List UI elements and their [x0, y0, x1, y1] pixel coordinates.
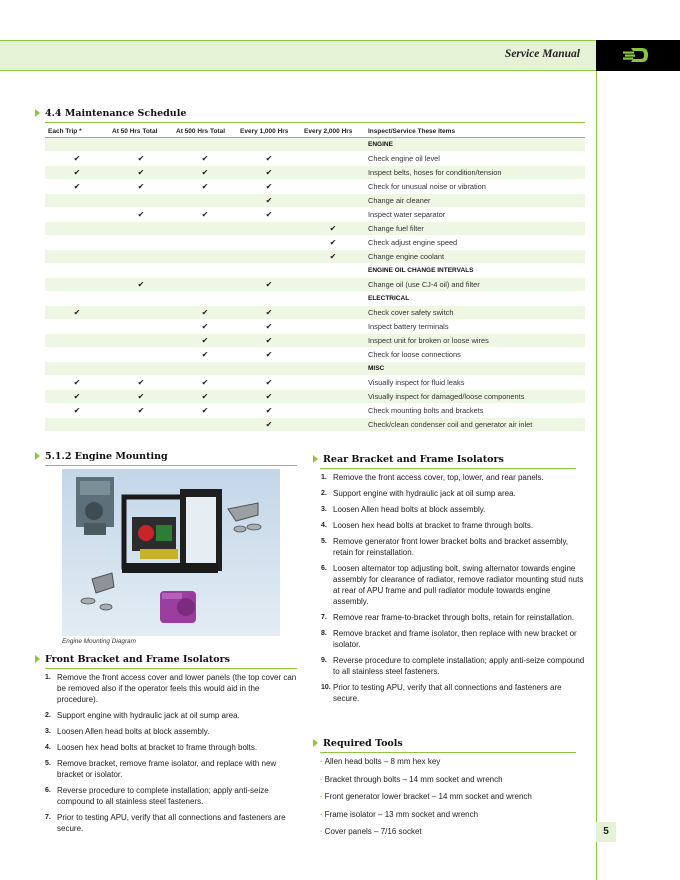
list-item	[45, 785, 300, 807]
rear-bracket-title: Rear Bracket and Frame Isolators	[323, 454, 504, 465]
table-cell	[301, 179, 365, 193]
table-cell	[45, 333, 109, 347]
check-mark-icon: ✔	[173, 207, 237, 221]
table-cell	[109, 249, 173, 263]
table-cell	[173, 263, 237, 277]
table-cell	[45, 361, 109, 375]
step-text: Support engine with hydraulic jack at oil sump area.	[57, 711, 240, 720]
table-row	[45, 417, 585, 431]
step-number: 1.	[321, 474, 327, 481]
table-row	[45, 207, 585, 221]
check-mark-icon: ✔	[301, 235, 365, 249]
step-number: 3.	[321, 506, 327, 513]
check-mark-icon: ✔	[301, 221, 365, 235]
table-row	[45, 347, 585, 361]
table-cell	[173, 277, 237, 291]
table-cell	[237, 137, 301, 151]
table-row	[45, 375, 585, 389]
list-item	[321, 628, 587, 650]
table-row	[45, 137, 585, 151]
table-cell	[301, 319, 365, 333]
table-cell	[301, 389, 365, 403]
section-marker-icon	[313, 739, 318, 747]
check-mark-icon: ✔	[45, 305, 109, 319]
service-item: Check cover safety switch	[365, 305, 585, 319]
check-mark-icon: ✔	[237, 417, 301, 431]
check-mark-icon: ✔	[109, 207, 173, 221]
header-band	[0, 40, 596, 71]
table-cell	[109, 361, 173, 375]
section-marker-icon	[35, 655, 40, 663]
table-cell	[173, 221, 237, 235]
engine-diagram-image	[62, 469, 280, 636]
list-item	[45, 726, 300, 737]
service-item: Change air cleaner	[365, 193, 585, 207]
step-number: 2.	[45, 712, 51, 719]
table-cell	[109, 137, 173, 151]
service-item: Check for loose connections	[365, 347, 585, 361]
step-text: Prior to testing APU, verify that all connections and fasteners are secure.	[57, 813, 286, 833]
table-cell	[109, 333, 173, 347]
table-cell	[45, 193, 109, 207]
table-row	[45, 333, 585, 347]
brand-logo-icon	[622, 46, 650, 64]
step-text: Remove generator front lower bracket bolts and bracket assembly, retain for reinstallation.	[333, 537, 569, 557]
check-mark-icon: ✔	[109, 277, 173, 291]
check-mark-icon: ✔	[173, 179, 237, 193]
step-number: 4.	[321, 522, 327, 529]
table-row	[45, 151, 585, 165]
check-mark-icon: ✔	[237, 375, 301, 389]
service-item: Inspect water separator	[365, 207, 585, 221]
list-item	[45, 812, 300, 834]
list-item	[321, 520, 587, 531]
check-mark-icon: ✔	[237, 207, 301, 221]
step-number: 1.	[45, 674, 51, 681]
check-mark-icon: ✔	[237, 193, 301, 207]
table-row	[45, 361, 585, 375]
table-row	[45, 277, 585, 291]
section-rule	[45, 465, 297, 466]
service-item: Inspect unit for broken or loose wires	[365, 333, 585, 347]
col-header: At 50 Hrs Total	[109, 126, 173, 137]
tool-item: · Allen head bolts – 8 mm hex key	[320, 756, 590, 767]
step-text: Loosen hex head bolts at bracket to frame through bolts.	[333, 521, 534, 530]
check-mark-icon: ✔	[45, 151, 109, 165]
step-text: Support engine with hydraulic jack at oil sump area.	[333, 489, 516, 498]
step-text: Loosen hex head bolts at bracket to frame through bolts.	[57, 743, 258, 752]
right-margin-rule	[596, 71, 597, 880]
list-item	[321, 563, 587, 607]
check-mark-icon: ✔	[237, 277, 301, 291]
step-text: Remove the front access cover and lower panels (the top cover can be removed also if the operator feels this would aid in the procedure).	[57, 673, 297, 704]
check-mark-icon: ✔	[109, 151, 173, 165]
step-number: 4.	[45, 744, 51, 751]
service-item: Visually inspect for fluid leaks	[365, 375, 585, 389]
check-mark-icon: ✔	[109, 165, 173, 179]
check-mark-icon: ✔	[237, 165, 301, 179]
front-bracket-title: Front Bracket and Frame Isolators	[45, 654, 230, 665]
check-mark-icon: ✔	[173, 333, 237, 347]
section-rule	[320, 468, 576, 469]
table-cell	[45, 319, 109, 333]
table-row	[45, 221, 585, 235]
section-rule	[45, 668, 297, 669]
check-mark-icon: ✔	[173, 347, 237, 361]
step-text: Loosen Allen head bolts at block assembly.	[57, 727, 210, 736]
section-marker-icon	[313, 455, 318, 463]
section-rule	[45, 122, 585, 123]
service-item: Check engine oil level	[365, 151, 585, 165]
table-row	[45, 263, 585, 277]
table-cell	[301, 277, 365, 291]
table-row	[45, 291, 585, 305]
check-mark-icon: ✔	[237, 347, 301, 361]
step-text: Reverse procedure to complete installation; apply anti-seize compound to all stainless steel fasteners.	[57, 786, 269, 806]
check-mark-icon: ✔	[109, 375, 173, 389]
step-text: Loosen alternator top adjusting bolt, swing alternator towards engine assembly for clearance of radiator, remove radiator mounting stud nuts at rear of APU frame and pull radiator module towards engine assembly.	[333, 564, 584, 606]
section-marker-icon	[35, 452, 40, 460]
table-row	[45, 249, 585, 263]
table-cell	[301, 361, 365, 375]
table-cell	[301, 165, 365, 179]
step-number: 5.	[45, 760, 51, 767]
check-mark-icon: ✔	[45, 389, 109, 403]
check-mark-icon: ✔	[237, 403, 301, 417]
table-cell	[45, 347, 109, 361]
list-item	[45, 672, 300, 705]
table-cell	[45, 277, 109, 291]
manual-title: Service Manual	[504, 48, 580, 60]
table-row	[45, 235, 585, 249]
table-cell	[109, 263, 173, 277]
service-item: Change engine coolant	[365, 249, 585, 263]
table-row	[45, 319, 585, 333]
check-mark-icon: ✔	[237, 179, 301, 193]
list-item	[321, 488, 587, 499]
step-text: Remove the front access cover, top, lower, and rear panels.	[333, 473, 544, 482]
list-item	[321, 655, 587, 677]
table-cell	[301, 207, 365, 221]
list-item	[321, 472, 587, 483]
table-cell	[301, 151, 365, 165]
table-cell	[237, 235, 301, 249]
table-row	[45, 193, 585, 207]
step-number: 6.	[45, 787, 51, 794]
step-text: Reverse procedure to complete installation; apply anti-seize compound to all stainless steel fasteners.	[333, 656, 585, 676]
table-cell	[45, 249, 109, 263]
check-mark-icon: ✔	[45, 403, 109, 417]
step-number: 6.	[321, 565, 327, 572]
table-cell	[45, 291, 109, 305]
table-row	[45, 403, 585, 417]
table-cell	[173, 291, 237, 305]
maintenance-schedule-table	[45, 126, 585, 432]
tool-item: · Bracket through bolts – 14 mm socket and wrench	[320, 774, 590, 785]
check-mark-icon: ✔	[45, 375, 109, 389]
schedule-title: 4.4 Maintenance Schedule	[45, 108, 187, 119]
table-cell	[301, 305, 365, 319]
step-number: 7.	[45, 814, 51, 821]
table-row	[45, 305, 585, 319]
service-item: Check mounting bolts and brackets	[365, 403, 585, 417]
col-header: At 500 Hrs Total	[173, 126, 237, 137]
table-cell	[45, 263, 109, 277]
check-mark-icon: ✔	[237, 305, 301, 319]
col-header: Every 2,000 Hrs	[301, 126, 365, 137]
table-cell	[301, 375, 365, 389]
step-number: 3.	[45, 728, 51, 735]
check-mark-icon: ✔	[45, 179, 109, 193]
check-mark-icon: ✔	[173, 165, 237, 179]
list-item	[321, 536, 587, 558]
table-cell	[109, 319, 173, 333]
col-header: Inspect/Service These Items	[365, 126, 585, 137]
table-cell	[237, 221, 301, 235]
step-number: 8.	[321, 630, 327, 637]
table-cell	[109, 347, 173, 361]
check-mark-icon: ✔	[173, 389, 237, 403]
table-cell	[173, 249, 237, 263]
table-cell	[45, 417, 109, 431]
check-mark-icon: ✔	[173, 375, 237, 389]
list-item	[321, 504, 587, 515]
table-cell	[45, 137, 109, 151]
step-number: 10.	[321, 684, 331, 691]
check-mark-icon: ✔	[237, 333, 301, 347]
table-cell	[301, 333, 365, 347]
check-mark-icon: ✔	[173, 305, 237, 319]
table-row	[45, 179, 585, 193]
list-item	[45, 710, 300, 721]
required-tools-list	[320, 756, 590, 844]
list-item	[321, 682, 587, 704]
step-number: 9.	[321, 657, 327, 664]
table-cell	[301, 417, 365, 431]
section-marker-icon	[35, 109, 40, 117]
table-cell	[109, 417, 173, 431]
step-text: Loosen Allen head bolts at block assembly.	[333, 505, 486, 514]
table-cell	[173, 361, 237, 375]
check-mark-icon: ✔	[109, 403, 173, 417]
table-row	[45, 389, 585, 403]
step-number: 5.	[321, 538, 327, 545]
category-heading: ELECTRICAL	[365, 291, 585, 305]
check-mark-icon: ✔	[173, 403, 237, 417]
table-cell	[301, 347, 365, 361]
category-heading: ENGINE OIL CHANGE INTERVALS	[365, 263, 585, 277]
table-cell	[301, 403, 365, 417]
table-cell	[109, 305, 173, 319]
tools-title: Required Tools	[323, 738, 403, 749]
list-item	[45, 758, 300, 780]
table-cell	[109, 193, 173, 207]
service-item: Check adjust engine speed	[365, 235, 585, 249]
check-mark-icon: ✔	[173, 319, 237, 333]
table-cell	[173, 193, 237, 207]
check-mark-icon: ✔	[237, 389, 301, 403]
engine-mounting-title: 5.1.2 Engine Mounting	[45, 451, 168, 462]
service-item: Check for unusual noise or vibration	[365, 179, 585, 193]
front-bracket-steps	[45, 672, 300, 839]
list-item	[321, 612, 587, 623]
table-cell	[301, 193, 365, 207]
tool-item: · Frame isolator – 13 mm socket and wrench	[320, 809, 590, 820]
check-mark-icon: ✔	[45, 165, 109, 179]
table-cell	[237, 291, 301, 305]
table-row	[45, 165, 585, 179]
page-number: 5	[596, 822, 616, 842]
list-item	[45, 742, 300, 753]
rear-bracket-steps	[321, 472, 587, 709]
service-item: Inspect battery terminals	[365, 319, 585, 333]
engine-mounting-diagram	[62, 469, 280, 636]
step-number: 2.	[321, 490, 327, 497]
check-mark-icon: ✔	[237, 319, 301, 333]
figure-caption: Engine Mounting Diagram	[62, 638, 136, 645]
table-cell	[301, 263, 365, 277]
table-cell	[173, 235, 237, 249]
check-mark-icon: ✔	[109, 179, 173, 193]
table-cell	[45, 221, 109, 235]
section-rule	[320, 752, 576, 753]
step-text: Remove rear frame-to-bracket through bolts, retain for reinstallation.	[333, 613, 574, 622]
step-text: Remove bracket, remove frame isolator, and replace with new bracket or isolator.	[57, 759, 277, 779]
col-header: Every 1,000 Hrs	[237, 126, 301, 137]
table-cell	[173, 417, 237, 431]
table-cell	[301, 137, 365, 151]
service-item: Check/clean condenser coil and generator air inlet	[365, 417, 585, 431]
table-cell	[109, 221, 173, 235]
table-cell	[45, 207, 109, 221]
step-number: 7.	[321, 614, 327, 621]
table-body	[45, 137, 585, 431]
step-text: Prior to testing APU, verify that all connections and fasteners are secure.	[333, 683, 562, 703]
service-item: Change fuel filter	[365, 221, 585, 235]
category-heading: ENGINE	[365, 137, 585, 151]
table-cell	[237, 263, 301, 277]
table-cell	[109, 235, 173, 249]
check-mark-icon: ✔	[173, 151, 237, 165]
service-item: Change oil (use CJ-4 oil) and filter	[365, 277, 585, 291]
tool-item: · Front generator lower bracket – 14 mm socket and wrench	[320, 791, 590, 802]
table-cell	[301, 291, 365, 305]
table-cell	[109, 291, 173, 305]
table-cell	[45, 235, 109, 249]
table-cell	[237, 249, 301, 263]
service-item: Visually inspect for damaged/loose components	[365, 389, 585, 403]
table-cell	[173, 137, 237, 151]
check-mark-icon: ✔	[237, 151, 301, 165]
col-header: Each Trip *	[45, 126, 109, 137]
tool-item: · Cover panels – 7/16 socket	[320, 826, 590, 837]
table-header-row	[45, 126, 585, 137]
step-text: Remove bracket and frame isolator, then replace with new bracket or isolator.	[333, 629, 577, 649]
table-cell	[237, 361, 301, 375]
category-heading: MISC	[365, 361, 585, 375]
service-item: Inspect belts, hoses for condition/tension	[365, 165, 585, 179]
logo-box	[596, 40, 680, 71]
check-mark-icon: ✔	[109, 389, 173, 403]
check-mark-icon: ✔	[301, 249, 365, 263]
